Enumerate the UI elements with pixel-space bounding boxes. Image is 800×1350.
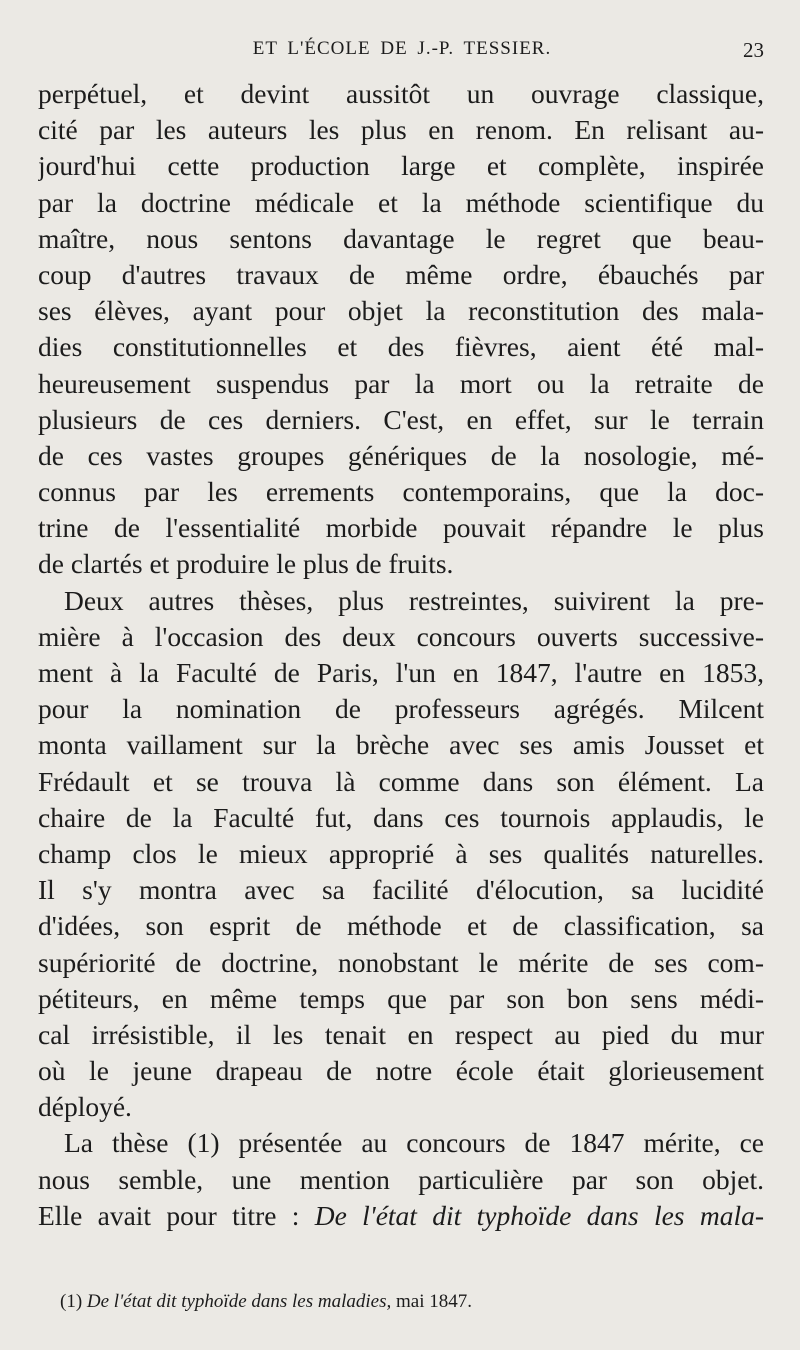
text-line: nous semble, une mention particulière par son objet. [38,1163,764,1195]
text-line: Deux autres thèses, plus restreintes, suivirent la pre- [64,584,764,616]
text-line: Il s'y montra avec sa facilité d'élocution, sa lucidité [38,874,764,906]
text-line: de clartés et produire le plus de fruits. [38,548,454,580]
text-line: plusieurs de ces derniers. C'est, en effet, sur le terrain [38,403,764,435]
page-number: 23 [743,38,764,62]
footnote-marker: (1) [60,1291,83,1312]
running-head [40,38,764,68]
text-line: pour la nomination de professeurs agrégés. Milcent [38,693,764,725]
text-line: de ces vastes groupes génériques de la nosologie, mé- [38,439,764,471]
italic-title-segment: De l'état dit typhoïde dans les mala- [314,1199,764,1231]
text-segment: Elle avait pour titre : [38,1199,300,1231]
text-line: Frédault et se trouva là comme dans son élément. La [38,765,764,797]
text-line: monta vaillament sur la brèche avec ses amis Jousset et [38,729,764,761]
text-line: maître, nous sentons davantage le regret que beau- [38,222,764,254]
text-line: mière à l'occasion des deux concours ouverts successive- [38,620,764,652]
text-line: cal irrésistible, il les tenait en respect au pied du mur [38,1018,764,1050]
text-line: perpétuel, et devint aussitôt un ouvrage classique, [38,78,764,109]
text-line: déployé. [38,1091,132,1123]
text-line: La thèse (1) présentée au concours de 1847 mérite, ce [64,1127,764,1159]
text-line: ses élèves, ayant pour objet la reconstitution des mala- [38,295,764,327]
text-line: dies constitutionnelles et des fièvres, aient été mal- [38,331,764,363]
footnote-title: De l'état dit typhoïde dans les maladies, [86,1291,392,1312]
text-line: trine de l'essentialité morbide pouvait répandre le plus [38,512,764,544]
text-line: supériorité de doctrine, nonobstant le mérite de ses com- [38,946,764,978]
text-line: par la doctrine médicale et la méthode scientifique du [38,186,764,218]
text-line-with-italic-title [38,1198,764,1234]
text-line: ment à la Faculté de Paris, l'un en 1847, l'autre en 1853, [38,657,764,688]
text-line: heureusement suspendus par la mort ou la retraite de [38,367,764,399]
text-line: champ clos le mieux approprié à ses qualités naturelles. [38,837,764,869]
text-line: coup d'autres travaux de même ordre, ébauchés par [38,258,764,290]
text-line: chaire de la Faculté fut, dans ces tournois applaudis, le [38,801,764,833]
footnote [60,1291,472,1313]
text-line: où le jeune drapeau de notre école était glorieusement [38,1055,764,1087]
footnote-date: mai 1847. [395,1291,472,1312]
text-line: jourd'hui cette production large et complète, inspirée [38,150,764,182]
text-line: d'idées, son esprit de méthode et de classification, sa [38,910,764,942]
text-line: connus par les errements contemporains, que la doc- [38,476,764,508]
text-line: pétiteurs, en même temps que par son bon sens médi- [38,982,764,1014]
text-line: cité par les auteurs les plus en renom. En relisant au- [38,114,764,146]
running-title: ET L'ÉCOLE DE J.-P. TESSIER. [252,38,552,59]
body-text [38,76,764,1234]
